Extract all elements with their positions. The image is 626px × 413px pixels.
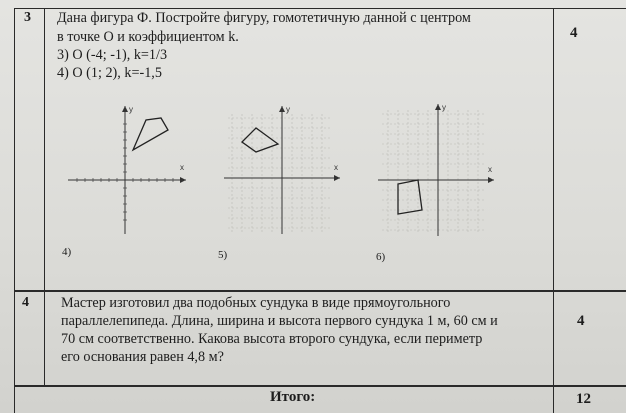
- figure-5-graph: [222, 104, 342, 234]
- figure-5-caption: 5): [218, 249, 228, 261]
- row-divider-total: [14, 385, 626, 387]
- figure-4-graph: [68, 104, 188, 234]
- figure-4-x-label: x: [180, 163, 184, 172]
- figure-4-caption: 4): [62, 246, 72, 258]
- figure-6-x-label: x: [488, 165, 492, 174]
- row-divider-task4: [14, 290, 626, 292]
- column-divider-number: [44, 8, 45, 386]
- total-label: Итого:: [270, 389, 316, 405]
- task3-number: 3: [24, 10, 31, 25]
- figure-6-y-label: y: [442, 103, 446, 112]
- task4-points: 4: [577, 313, 585, 329]
- total-points: 12: [576, 391, 591, 407]
- figure-6-caption: 6): [376, 251, 386, 263]
- figure-6-graph: [376, 102, 496, 237]
- figure-5-x-label: x: [334, 163, 338, 172]
- task3-points: 4: [570, 25, 578, 41]
- column-divider-points: [553, 8, 554, 413]
- table-border-left: [14, 8, 15, 413]
- task4-line1: Мастер изготовил два подобных сундука в виде прямоугольного: [61, 295, 451, 311]
- task4-line4: его основания равен 4,8 м?: [61, 349, 224, 365]
- task4-number: 4: [22, 295, 29, 310]
- task4-line2: параллелепипеда. Длина, ширина и высота первого сундука 1 м, 60 см и: [61, 313, 498, 329]
- figure-4-y-label: y: [129, 105, 133, 114]
- task3-item4: 4) O (1; 2), k=-1,5: [57, 65, 162, 81]
- task3-line1: Дана фигура Ф. Постройте фигуру, гомотетичную данной с центром: [57, 10, 471, 26]
- task3-line2: в точке O и коэффициентом k.: [57, 29, 239, 45]
- task3-item3: 3) O (-4; -1), k=1/3: [57, 47, 168, 63]
- figure-5-y-label: y: [286, 105, 290, 114]
- task4-line3: 70 см соответственно. Какова высота второго сундука, если периметр: [61, 331, 483, 347]
